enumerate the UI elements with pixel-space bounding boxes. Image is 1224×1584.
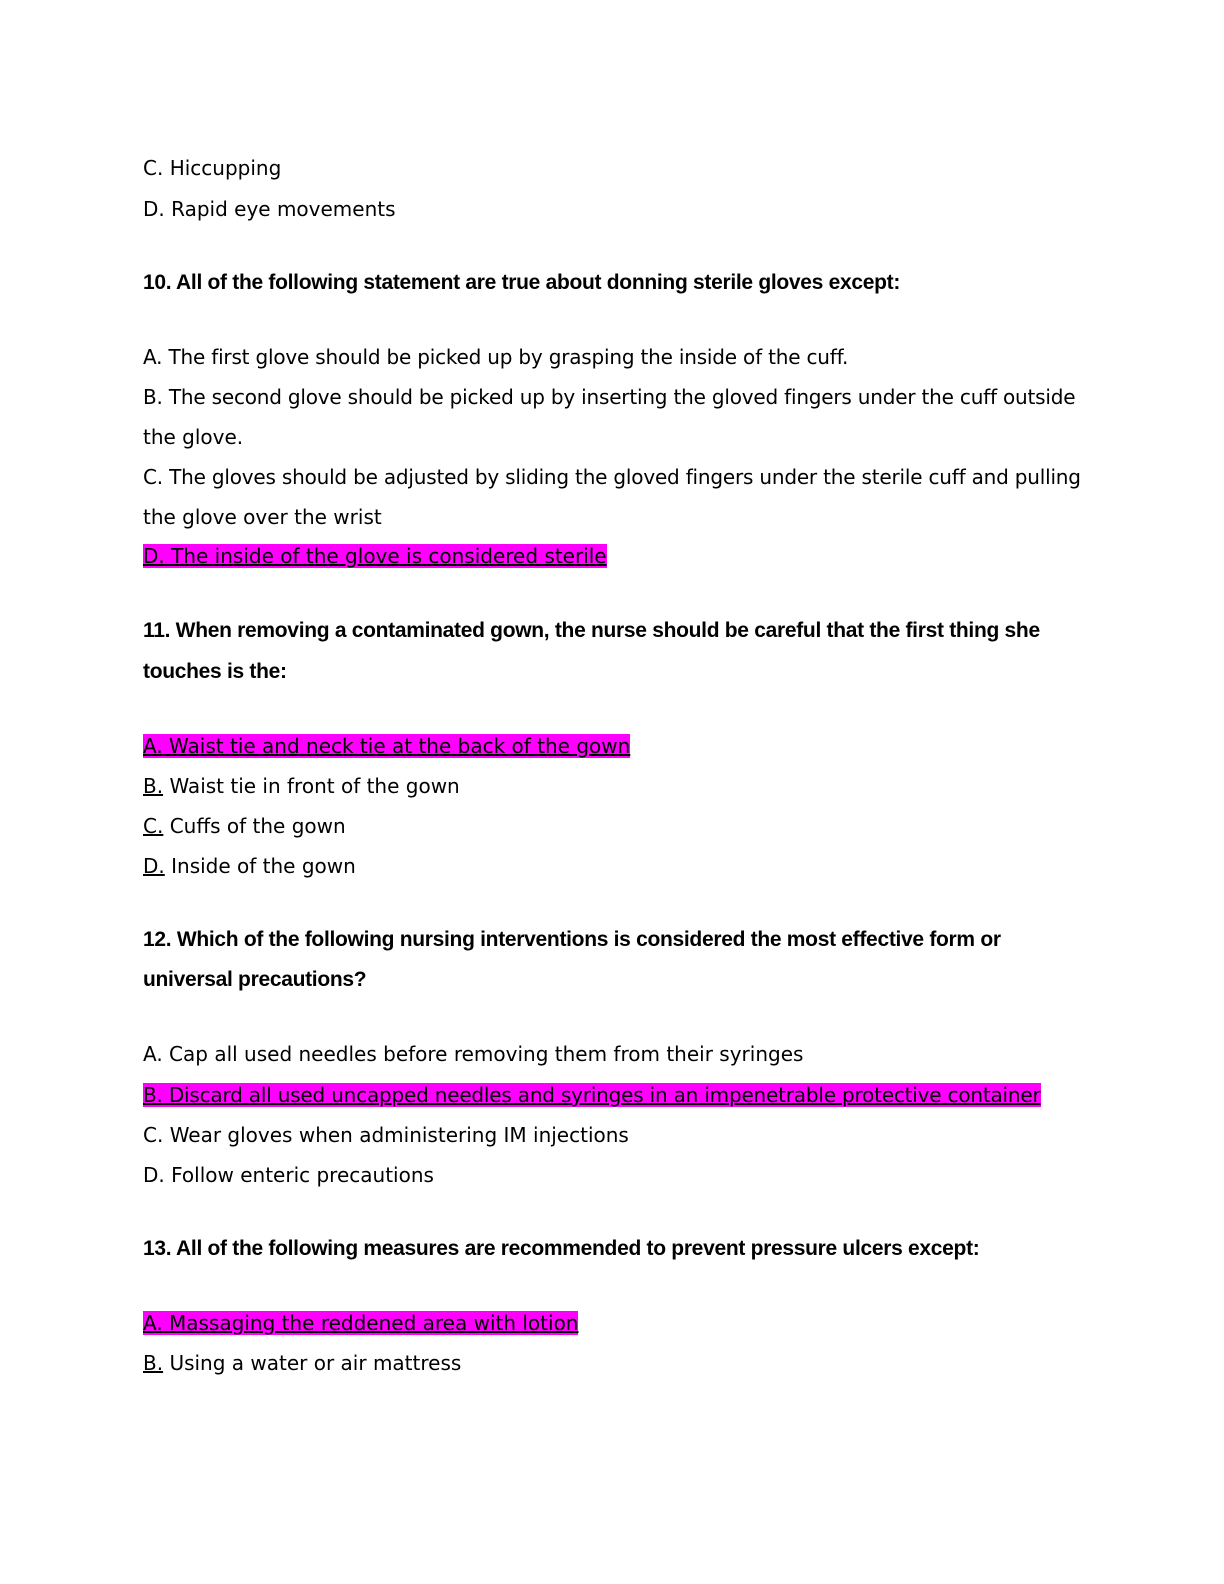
option-text: Inside of the gown (171, 854, 356, 878)
highlighted-answer (143, 1083, 1041, 1107)
option-letter: C. (143, 814, 164, 838)
option-letter: C. (143, 465, 163, 489)
q10-option-c (143, 464, 1081, 490)
option-letter: D. (143, 544, 165, 568)
q11-option-c (143, 813, 346, 839)
option-letter: C. (143, 156, 164, 180)
option-text: The second glove should be picked up by inserting the gloved fingers under the cuff outside (168, 385, 1076, 409)
option-text: Waist tie and neck tie at the back of the gown (169, 734, 631, 758)
option-letter: D. (143, 197, 165, 221)
question-10: 10. All of the following statement are true about donning sterile gloves except: (143, 271, 901, 294)
option-text: Follow enteric precautions (171, 1163, 434, 1187)
question-11-line1: 11. When removing a contaminated gown, the nurse should be careful that the first thing she (143, 619, 1040, 642)
question-12-line1: 12. Which of the following nursing interventions is considered the most effective form or (143, 928, 1001, 951)
option-letter: B. (143, 1083, 163, 1107)
option-letter: D. (143, 1163, 165, 1187)
option-text: Discard all used uncapped needles and syringes in an impenetrable protective container (168, 1083, 1041, 1107)
q10-option-a (143, 344, 848, 370)
option-letter: B. (143, 385, 163, 409)
option-letter: D. (143, 854, 165, 878)
highlighted-answer (143, 544, 607, 568)
option-text: Rapid eye movements (171, 197, 396, 221)
option-text: Massaging the reddened area with lotion (169, 1311, 579, 1335)
q10-option-c-continued: the glove over the wrist (143, 505, 382, 529)
q10-option-d-answer (143, 543, 607, 569)
q11-option-d (143, 853, 356, 879)
q11-option-b (143, 773, 460, 799)
option-text: Hiccupping (169, 156, 282, 180)
option-letter: A. (143, 734, 163, 758)
q12-option-c (143, 1122, 629, 1148)
question-11-line2: touches is the: (143, 660, 287, 683)
option-text: Cap all used needles before removing them from their syringes (169, 1042, 804, 1066)
q13-option-a-answer (143, 1310, 578, 1336)
option-text: Cuffs of the gown (169, 814, 346, 838)
option-text: The first glove should be picked up by grasping the inside of the cuff. (168, 345, 849, 369)
option-letter: C. (143, 1123, 164, 1147)
q13-option-b (143, 1350, 461, 1376)
option-text: Wear gloves when administering IM injections (169, 1123, 629, 1147)
q10-option-b-continued: the glove. (143, 425, 244, 449)
q11-option-a-answer (143, 733, 630, 759)
highlighted-answer (143, 1311, 578, 1335)
option-letter: A. (143, 345, 163, 369)
q12-option-a (143, 1041, 803, 1067)
option-text: The gloves should be adjusted by sliding the gloved fingers under the sterile cuff and pulling (169, 465, 1081, 489)
question-12-line2: universal precautions? (143, 968, 367, 991)
q10-option-b (143, 384, 1075, 410)
option-c (143, 155, 281, 181)
option-letter: A. (143, 1311, 163, 1335)
option-text: Using a water or air mattress (169, 1351, 462, 1375)
q12-option-d (143, 1162, 434, 1188)
q12-option-b-answer (143, 1082, 1041, 1108)
option-d (143, 196, 396, 222)
option-letter: B. (143, 1351, 164, 1375)
option-text: The inside of the glove is considered sterile (171, 544, 607, 568)
option-letter: B. (143, 774, 164, 798)
question-13: 13. All of the following measures are recommended to prevent pressure ulcers except: (143, 1237, 980, 1260)
option-letter: A. (143, 1042, 163, 1066)
highlighted-answer (143, 734, 630, 758)
option-text: Waist tie in front of the gown (169, 774, 460, 798)
